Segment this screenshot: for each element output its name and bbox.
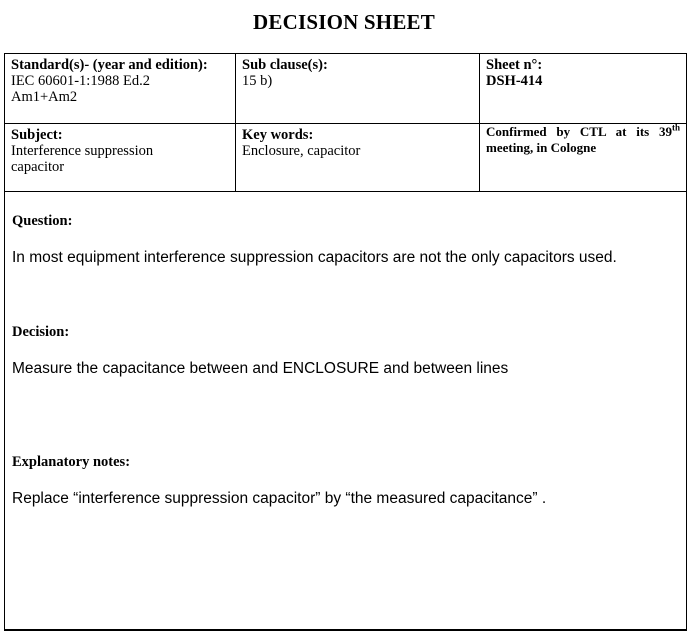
- sub-clause-value: 15 b): [242, 73, 273, 89]
- sheet-number-cell: [480, 54, 686, 123]
- key-words-label: Key words:: [242, 127, 314, 143]
- sheet-number-value: DSH-414: [486, 73, 543, 89]
- key-words-value: Enclosure, capacitor: [242, 143, 361, 159]
- standard-value-line2: Am1+Am2: [11, 89, 78, 105]
- explanatory-notes-text: Replace “interference suppression capacitor” by “the measured capacitance” .: [12, 490, 547, 507]
- standard-cell: [5, 54, 236, 123]
- confirmed-cell: [480, 124, 686, 192]
- decision-label: Decision:: [12, 324, 70, 340]
- decision-text: Measure the capacitance between and ENCLOSURE and between lines: [12, 360, 509, 377]
- explanatory-notes-label: Explanatory notes:: [12, 454, 131, 470]
- question-label: Question:: [12, 213, 73, 229]
- key-words-cell: [236, 124, 480, 192]
- header-row-1: [5, 54, 686, 124]
- subject-value-line1: Interference suppression: [11, 143, 154, 159]
- confirmed-superscript: th: [671, 122, 680, 133]
- standard-label: Standard(s)- (year and edition):: [11, 57, 208, 73]
- confirmed-prefix: Confirmed by CTL at its 39: [486, 124, 672, 139]
- header-grid: [5, 54, 686, 192]
- confirmed-suffix: meeting, in Cologne: [486, 140, 597, 155]
- subject-cell: [5, 124, 236, 192]
- sub-clause-cell: [236, 54, 480, 123]
- question-text: In most equipment interference suppression capacitors are not the only capacitors used.: [12, 249, 617, 266]
- page-title: DECISION SHEET: [253, 10, 435, 34]
- decision-sheet-table: [4, 53, 687, 631]
- standard-value-line1: IEC 60601-1:1988 Ed.2: [11, 73, 150, 89]
- sub-clause-label: Sub clause(s):: [242, 57, 328, 73]
- header-row-2: [5, 124, 686, 192]
- sheet-number-label: Sheet n°:: [486, 57, 543, 73]
- subject-value-line2: capacitor: [11, 159, 65, 175]
- subject-label: Subject:: [11, 127, 63, 143]
